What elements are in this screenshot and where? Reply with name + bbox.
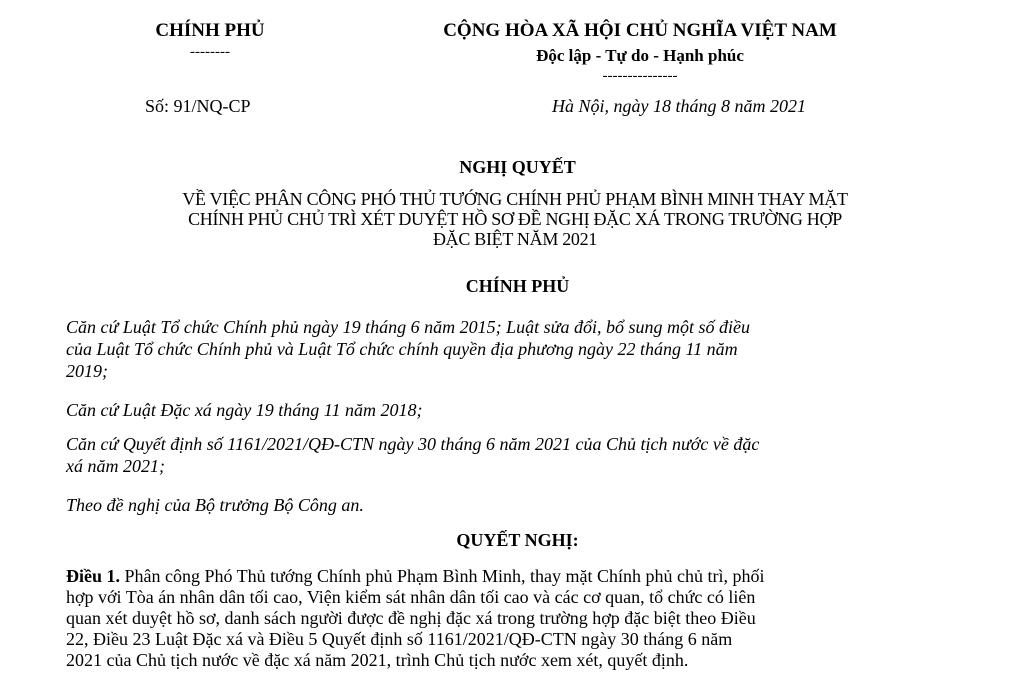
national-motto: Độc lập - Tự do - Hạnh phúc: [536, 46, 744, 65]
document-type-title: NGHỊ QUYẾT: [459, 157, 576, 177]
article-text: Phân công Phó Thủ tướng Chính phủ Phạm Bình Minh, thay mặt Chính phủ chủ trì, phối: [120, 566, 765, 586]
organization-separator: --------: [190, 44, 230, 60]
preamble-line: Căn cứ Quyết định số 1161/2021/QĐ-CTN ngày 30 tháng 6 năm 2021 của Chủ tịch nước về đặc: [66, 434, 760, 454]
preamble-line: Theo đề nghị của Bộ trưởng Bộ Công an.: [66, 495, 364, 515]
article-1: [66, 566, 946, 671]
article-line: quan xét duyệt hồ sơ, danh sách người được đề nghị đặc xá trong trường hợp đặc biệt theo Điều: [66, 608, 756, 628]
document-subject: [110, 189, 920, 249]
article-line: 22, Điều 23 Luật Đặc xá và Điều 5 Quyết định số 1161/2021/QĐ-CTN ngày 30 tháng 6 năm: [66, 629, 733, 649]
place-and-date: Hà Nội, ngày 18 tháng 8 năm 2021: [552, 96, 806, 116]
article-label: Điều 1.: [66, 566, 120, 586]
article-line: 2021 của Chủ tịch nước về đặc xá năm 2021, trình Chủ tịch nước xem xét, quyết định.: [66, 650, 689, 670]
preamble-paragraph: [66, 316, 946, 382]
article-line: [66, 566, 946, 587]
issuing-organization: CHÍNH PHỦ: [155, 20, 265, 41]
issuer-heading: CHÍNH PHỦ: [465, 276, 570, 296]
subject-line: VỀ VIỆC PHÂN CÔNG PHÓ THỦ TƯỚNG CHÍNH PHỦ PHẠM BÌNH MINH THAY MẶT: [182, 189, 848, 209]
preamble-line: Căn cứ Luật Đặc xá ngày 19 tháng 11 năm 2018;: [66, 400, 423, 420]
article-line: hợp với Tòa án nhân dân tối cao, Viện kiểm sát nhân dân tối cao và các cơ quan, tổ chức có liên: [66, 587, 756, 607]
subject-line: CHÍNH PHỦ CHỦ TRÌ XÉT DUYỆT HỒ SƠ ĐỀ NGHỊ ĐẶC XÁ TRONG TRƯỜNG HỢP: [188, 209, 842, 229]
motto-separator: ---------------: [602, 68, 678, 84]
preamble-line: Căn cứ Luật Tổ chức Chính phủ ngày 19 tháng 6 năm 2015; Luật sửa đổi, bổ sung một số điều: [66, 317, 750, 337]
preamble-paragraph: [66, 433, 946, 477]
preamble-line: xá năm 2021;: [66, 456, 165, 476]
preamble-paragraph: [66, 494, 946, 516]
preamble-line: 2019;: [66, 361, 108, 381]
subject-line: ĐẶC BIỆT NĂM 2021: [432, 229, 598, 249]
nation-name: CỘNG HÒA XÃ HỘI CHỦ NGHĨA VIỆT NAM: [443, 20, 837, 41]
document-number: Số: 91/NQ-CP: [145, 96, 251, 116]
decision-heading: QUYẾT NGHỊ:: [456, 530, 579, 550]
preamble-line: của Luật Tổ chức Chính phủ và Luật Tổ chức chính quyền địa phương ngày 22 tháng 11 năm: [66, 339, 738, 359]
preamble-paragraph: [66, 399, 946, 421]
